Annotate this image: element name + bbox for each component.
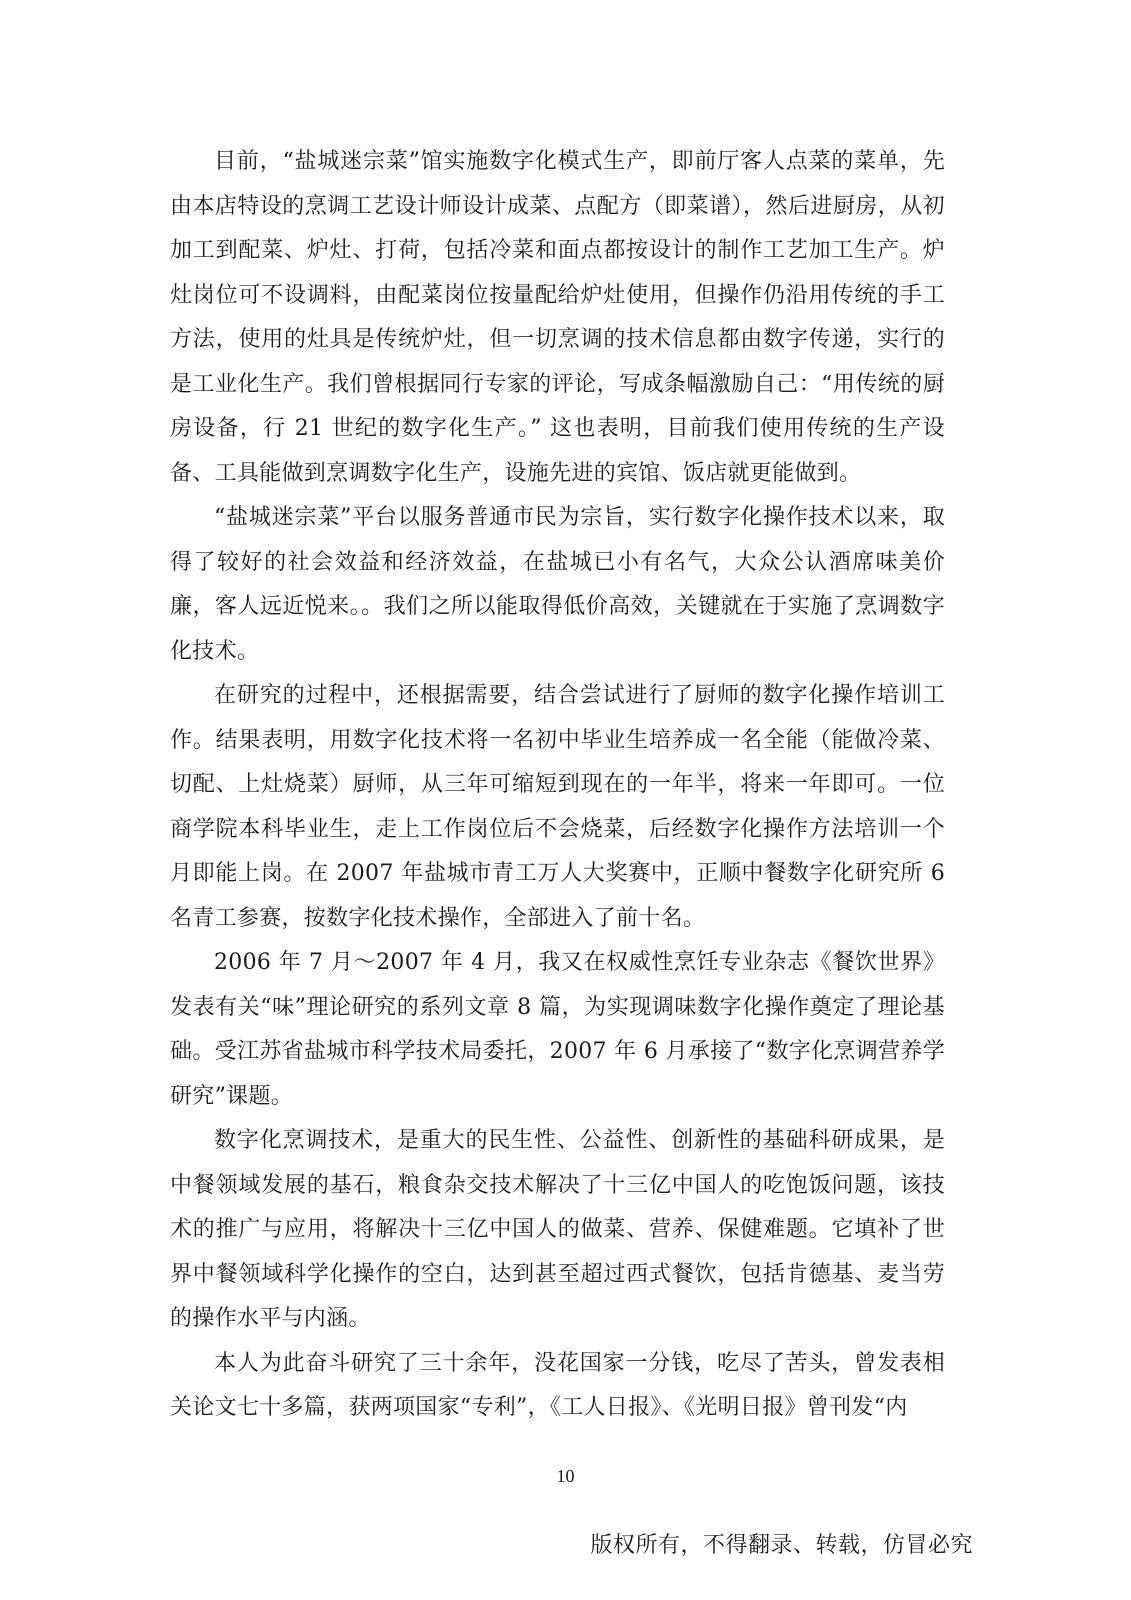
- paragraph-publications: 2006 年 7 月～2007 年 4 月，我又在权威性烹饪专业杂志《餐饮世界》发表有关“味”理论研究的系列文章 8 篇，为实现调味数字化操作奠定了理论基础。受江苏省盐城市科学技术局委托，2007 年 6 月承接了“数字化烹调营养学研究”课题。: [170, 950, 945, 1109]
- paragraph-author-effort: 本人为此奋斗研究了三十余年，没花国家一分钱，吃尽了苦头，曾发表相关论文七十多篇，获两项国家“专利”，《工人日报》、《光明日报》曾刊发“内: [170, 1350, 945, 1420]
- paragraph-digital-production: 目前，“盐城迷宗菜”馆实施数字化模式生产，即前厅客人点菜的菜单，先由本店特设的烹调工艺设计师设计成菜、点配方（即菜谱），然后进厨房，从初加工到配菜、炉灶、打荷，包括冷菜和面点都按设计的制作工艺加工生产。炉灶岗位可不设调料，由配菜岗位按量配给炉灶使用，但操作仍沿用传统的手工方法，使用的灶具是传统炉灶，但一切烹调的技术信息都由数字传递，实行的是工业化生产。我们曾根据同行专家的评论，写成条幅激励自己：“用传统的厨房设备，行 21 世纪的数字化生产。” 这也表明，目前我们使用传统的生产设备、工具能做到烹调数字化生产，设施先进的宾馆、饭店就更能做到。: [170, 149, 945, 486]
- body-text: [170, 140, 945, 1431]
- paragraph-significance: 数字化烹调技术，是重大的民生性、公益性、创新性的基础科研成果，是中餐领域发展的基石，粮食杂交技术解决了十三亿中国人的吃饱饭问题，该技术的推广与应用，将解决十三亿中国人的做菜、营养、保健难题。它填补了世界中餐领域科学化操作的空白，达到甚至超过西式餐饮，包括肯德基、麦当劳的操作水平与内涵。: [170, 1128, 945, 1331]
- copyright-notice: 版权所有，不得翻录、转载，仿冒必究: [590, 1533, 973, 1558]
- paragraph-chef-training: 在研究的过程中，还根据需要，结合尝试进行了厨师的数字化操作培训工作。结果表明，用数字化技术将一名初中毕业生培养成一名全能（能做冷菜、切配、上灶烧菜）厨师，从三年可缩短到现在的一年半，将来一年即可。一位商学院本科毕业生，走上工作岗位后不会烧菜，后经数字化操作方法培训一个月即能上岗。在 2007 年盐城市青工万人大奖赛中，正顺中餐数字化研究所 6 名青工参赛，按数字化技术操作，全部进入了前十名。: [170, 683, 945, 931]
- paragraph-platform-benefits: “盐城迷宗菜”平台以服务普通市民为宗旨，实行数字化操作技术以来，取得了较好的社会效益和经济效益，在盐城已小有名气，大众公认酒席味美价廉，客人远近悦来。。我们之所以能取得低价高效，关键就在于实施了烹调数字化技术。: [170, 505, 945, 664]
- page-number: 10: [556, 1466, 575, 1486]
